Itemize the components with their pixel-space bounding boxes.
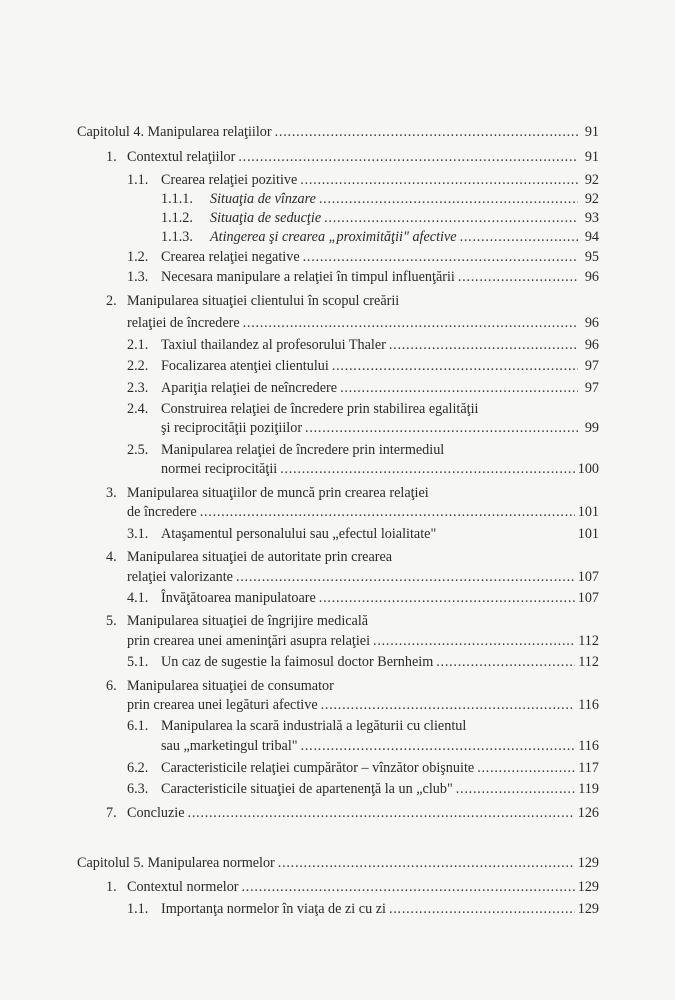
toc-entry-label: şi reciprocităţii poziţiilor: [161, 420, 303, 436]
toc-entry-page: 96: [584, 315, 599, 331]
toc-entry-page: 96: [584, 337, 599, 353]
toc-entry-2-4: [161, 418, 599, 438]
toc-entry-5: [127, 631, 599, 651]
leader-dots: [303, 247, 578, 267]
toc-entry-label: Atingerea şi crearea „proximităţii" afective: [210, 229, 457, 245]
toc-entry-label: Caracteristicile relaţiei cumpărător – vînzător obişnuite: [161, 760, 475, 776]
toc-entry-label: Manipularea relaţiei de încredere prin intermediul: [161, 442, 445, 458]
toc-entry-1-2: [127, 247, 599, 267]
toc-entry-page: 100: [577, 461, 599, 477]
toc-entry-page: 96: [584, 269, 599, 285]
toc-entry-label: Manipularea situaţiei de consumator: [127, 678, 334, 694]
toc-entry-number: 1.1.1.: [161, 191, 193, 207]
toc-entry-label: Manipularea situaţiei de îngrijire medicală: [127, 613, 369, 629]
toc-entry-label: Situaţia de seducţie: [210, 210, 322, 226]
toc-entry-label: prin crearea unei legături afective: [127, 697, 318, 713]
toc-entry-number: 1.: [106, 149, 117, 165]
leader-dots: [275, 122, 578, 142]
toc-entry-page: 94: [584, 229, 599, 245]
toc-entry-page: 129: [577, 879, 599, 895]
toc-entry-label: Manipularea situaţiei de autoritate prin crearea: [127, 549, 393, 565]
toc-entry-label: Învăţătoarea manipulatoare: [161, 590, 316, 606]
toc-entry-7: [106, 803, 599, 823]
toc-entry-label: Caracteristicile situaţiei de apartenenţă la un „club": [161, 781, 453, 797]
toc-entry-page: 97: [584, 358, 599, 374]
toc-entry-page: 112: [578, 654, 599, 670]
toc-entry-5-1: [127, 652, 599, 672]
toc-entry-label: Manipularea situaţiei clientului în scopul creării: [127, 293, 400, 309]
toc-entry-label: relaţiei de încredere: [127, 315, 240, 331]
toc-entry-label: Un caz de sugestie la faimosul doctor Bernheim: [161, 654, 434, 670]
toc-entry-number: 1.: [106, 879, 117, 895]
toc-entry-1-1-2: [161, 208, 599, 228]
toc-entry-page: 119: [578, 781, 599, 797]
toc-entry-page: 95: [584, 249, 599, 265]
toc-entry-6-line1: [106, 676, 334, 696]
toc-entry-1-3: [127, 267, 599, 287]
toc-entry-2-2: [127, 356, 599, 376]
leader-dots: [456, 779, 575, 799]
toc-entry-2-5-line1: [127, 440, 444, 460]
toc-entry-label: Construirea relaţiei de încredere prin stabilirea egalităţii: [161, 401, 479, 417]
toc-entry-label: Focalizarea atenţiei clientului: [161, 358, 329, 374]
leader-dots: [200, 502, 575, 522]
toc-entry-page: 129: [577, 901, 599, 917]
toc-entry-page: 91: [584, 149, 599, 165]
toc-entry-page: 126: [577, 805, 599, 821]
toc-entry-label: Manipularea la scară industrială a legăturii cu clientul: [161, 718, 467, 734]
toc-entry-page: 101: [577, 504, 599, 520]
toc-entry-2: [127, 313, 599, 333]
leader-dots: [243, 313, 578, 333]
toc-entry-number: 2.1.: [127, 337, 149, 353]
toc-entry-3-1: [127, 524, 599, 544]
toc-entry-5-line1: [106, 611, 368, 631]
leader-dots: [280, 459, 575, 479]
leader-dots: [332, 356, 578, 376]
toc-entry-number: 1.2.: [127, 249, 149, 265]
toc-entry-page: 92: [584, 172, 599, 188]
toc-entry-number: 6.: [106, 678, 117, 694]
toc-entry-label: Apariţia relaţiei de neîncredere: [161, 380, 338, 396]
toc-entry-number: 2.5.: [127, 442, 149, 458]
leader-dots: [340, 378, 578, 398]
leader-dots: [300, 170, 578, 190]
toc-entry-page: 91: [584, 124, 599, 140]
toc-entry-label: relaţiei valorizante: [127, 569, 233, 585]
toc-entry-number: 5.: [106, 613, 117, 629]
toc-entry-page: 116: [578, 738, 599, 754]
toc-entry-number: 2.4.: [127, 401, 149, 417]
leader-dots: [321, 695, 576, 715]
toc-entry-number: 1.1.: [127, 172, 149, 188]
toc-entry-number: 1.1.: [127, 901, 149, 917]
toc-entry-2-1: [127, 335, 599, 355]
toc-entry-4-line1: [106, 547, 392, 567]
toc-entry-label: prin crearea unei ameninţări asupra relaţiei: [127, 633, 371, 649]
toc-entry-label: Concluzie: [127, 805, 185, 821]
toc-entry-number: 4.: [106, 549, 117, 565]
toc-entry-2-5: [161, 459, 599, 479]
toc-entry-number: 2.: [106, 293, 117, 309]
leader-dots: [188, 803, 575, 823]
leader-dots: [389, 335, 578, 355]
toc-entry-label: Importanţa normelor în viaţa de zi cu zi: [161, 901, 386, 917]
leader-dots: [319, 189, 578, 209]
leader-dots: [389, 899, 575, 919]
toc-entry-page: 107: [577, 569, 599, 585]
toc-entry-3-line1: [106, 483, 429, 503]
leader-dots: [324, 208, 578, 228]
leader-dots: [373, 631, 575, 651]
toc-entry-ch5-1: [106, 877, 599, 897]
toc-entry-1-1-3: [161, 227, 599, 247]
toc-entry-label: Situaţia de vînzare: [210, 191, 316, 207]
toc-entry-2-4-line1: [127, 399, 479, 419]
toc-entry-4-1: [127, 588, 599, 608]
toc-entry-6-1: [161, 736, 599, 756]
toc-entry-label: sau „marketingul tribal": [161, 738, 298, 754]
leader-dots: [278, 853, 575, 873]
toc-entry-page: 112: [578, 633, 599, 649]
toc-entry-number: 4.1.: [127, 590, 149, 606]
leader-dots: [436, 652, 575, 672]
toc-entry-number: 3.: [106, 485, 117, 501]
toc-entry-label: Capitolul 4. Manipularea relaţiilor: [77, 124, 272, 140]
toc-entry-page: 92: [584, 191, 599, 207]
leader-dots: [319, 588, 575, 608]
toc-entry-number: 6.1.: [127, 718, 149, 734]
leader-dots: [477, 758, 575, 778]
toc-entry-label: Contextul relaţiilor: [127, 149, 236, 165]
toc-entry-ch5-1-1: [127, 899, 599, 919]
leader-dots: [458, 267, 578, 287]
toc-entry-1-1: [127, 170, 599, 190]
toc-entry-label: Manipularea situaţiilor de muncă prin crearea relaţiei: [127, 485, 429, 501]
toc-entry-4: [127, 567, 599, 587]
toc-entry-number: 7.: [106, 805, 117, 821]
toc-entry-number: 6.3.: [127, 781, 149, 797]
toc-entry-6-3: [127, 779, 599, 799]
toc-entry-label: normei reciprocităţii: [161, 461, 278, 477]
toc-entry-number: 6.2.: [127, 760, 149, 776]
toc-entry-number: 1.1.3.: [161, 229, 193, 245]
toc-entry-label: Necesara manipulare a relaţiei în timpul influenţării: [161, 269, 455, 285]
toc-entry-2-3: [127, 378, 599, 398]
toc-entry-number: 2.3.: [127, 380, 149, 396]
toc-entry-page: 93: [584, 210, 599, 226]
toc-entry-label: Contextul normelor: [127, 879, 239, 895]
toc-entry-label: Crearea relaţiei negative: [161, 249, 300, 265]
toc-entry-page: 117: [578, 760, 599, 776]
toc-entry-1-1-1: [161, 189, 599, 209]
toc-entry-label: Crearea relaţiei pozitive: [161, 172, 298, 188]
toc-entry-page: 116: [578, 697, 599, 713]
toc-entry-3: [127, 502, 599, 522]
toc-entry-6: [127, 695, 599, 715]
toc-entry-label: de încredere: [127, 504, 197, 520]
toc-entry-page: 99: [584, 420, 599, 436]
toc-entry-label: Taxiul thailandez al profesorului Thaler: [161, 337, 386, 353]
leader-dots: [236, 567, 575, 587]
toc-entry-page: 97: [584, 380, 599, 396]
toc-entry-chapter-5: [77, 853, 599, 873]
toc-entry-1: [106, 147, 599, 167]
toc-entry-page: 101: [577, 526, 599, 542]
leader-dots: [242, 877, 575, 897]
toc-entry-number: 1.3.: [127, 269, 149, 285]
toc-entry-6-2: [127, 758, 599, 778]
toc-entry-page: 107: [577, 590, 599, 606]
toc-entry-number: 2.2.: [127, 358, 149, 374]
toc-entry-number: 5.1.: [127, 654, 149, 670]
leader-dots: [238, 147, 578, 167]
leader-dots: [301, 736, 576, 756]
toc-entry-6-1-line1: [127, 716, 466, 736]
leader-dots: [305, 418, 578, 438]
toc-entry-number: 1.1.2.: [161, 210, 193, 226]
toc-entry-page: 129: [577, 855, 599, 871]
toc-entry-label: Capitolul 5. Manipularea normelor: [77, 855, 275, 871]
toc-entry-chapter-4: [77, 122, 599, 142]
toc-entry-2-line1: [106, 291, 399, 311]
toc-entry-number: 3.1.: [127, 526, 149, 542]
leader-dots: [460, 227, 578, 247]
toc-entry-label: Ataşamentul personalului sau „efectul loialitate": [161, 526, 437, 542]
